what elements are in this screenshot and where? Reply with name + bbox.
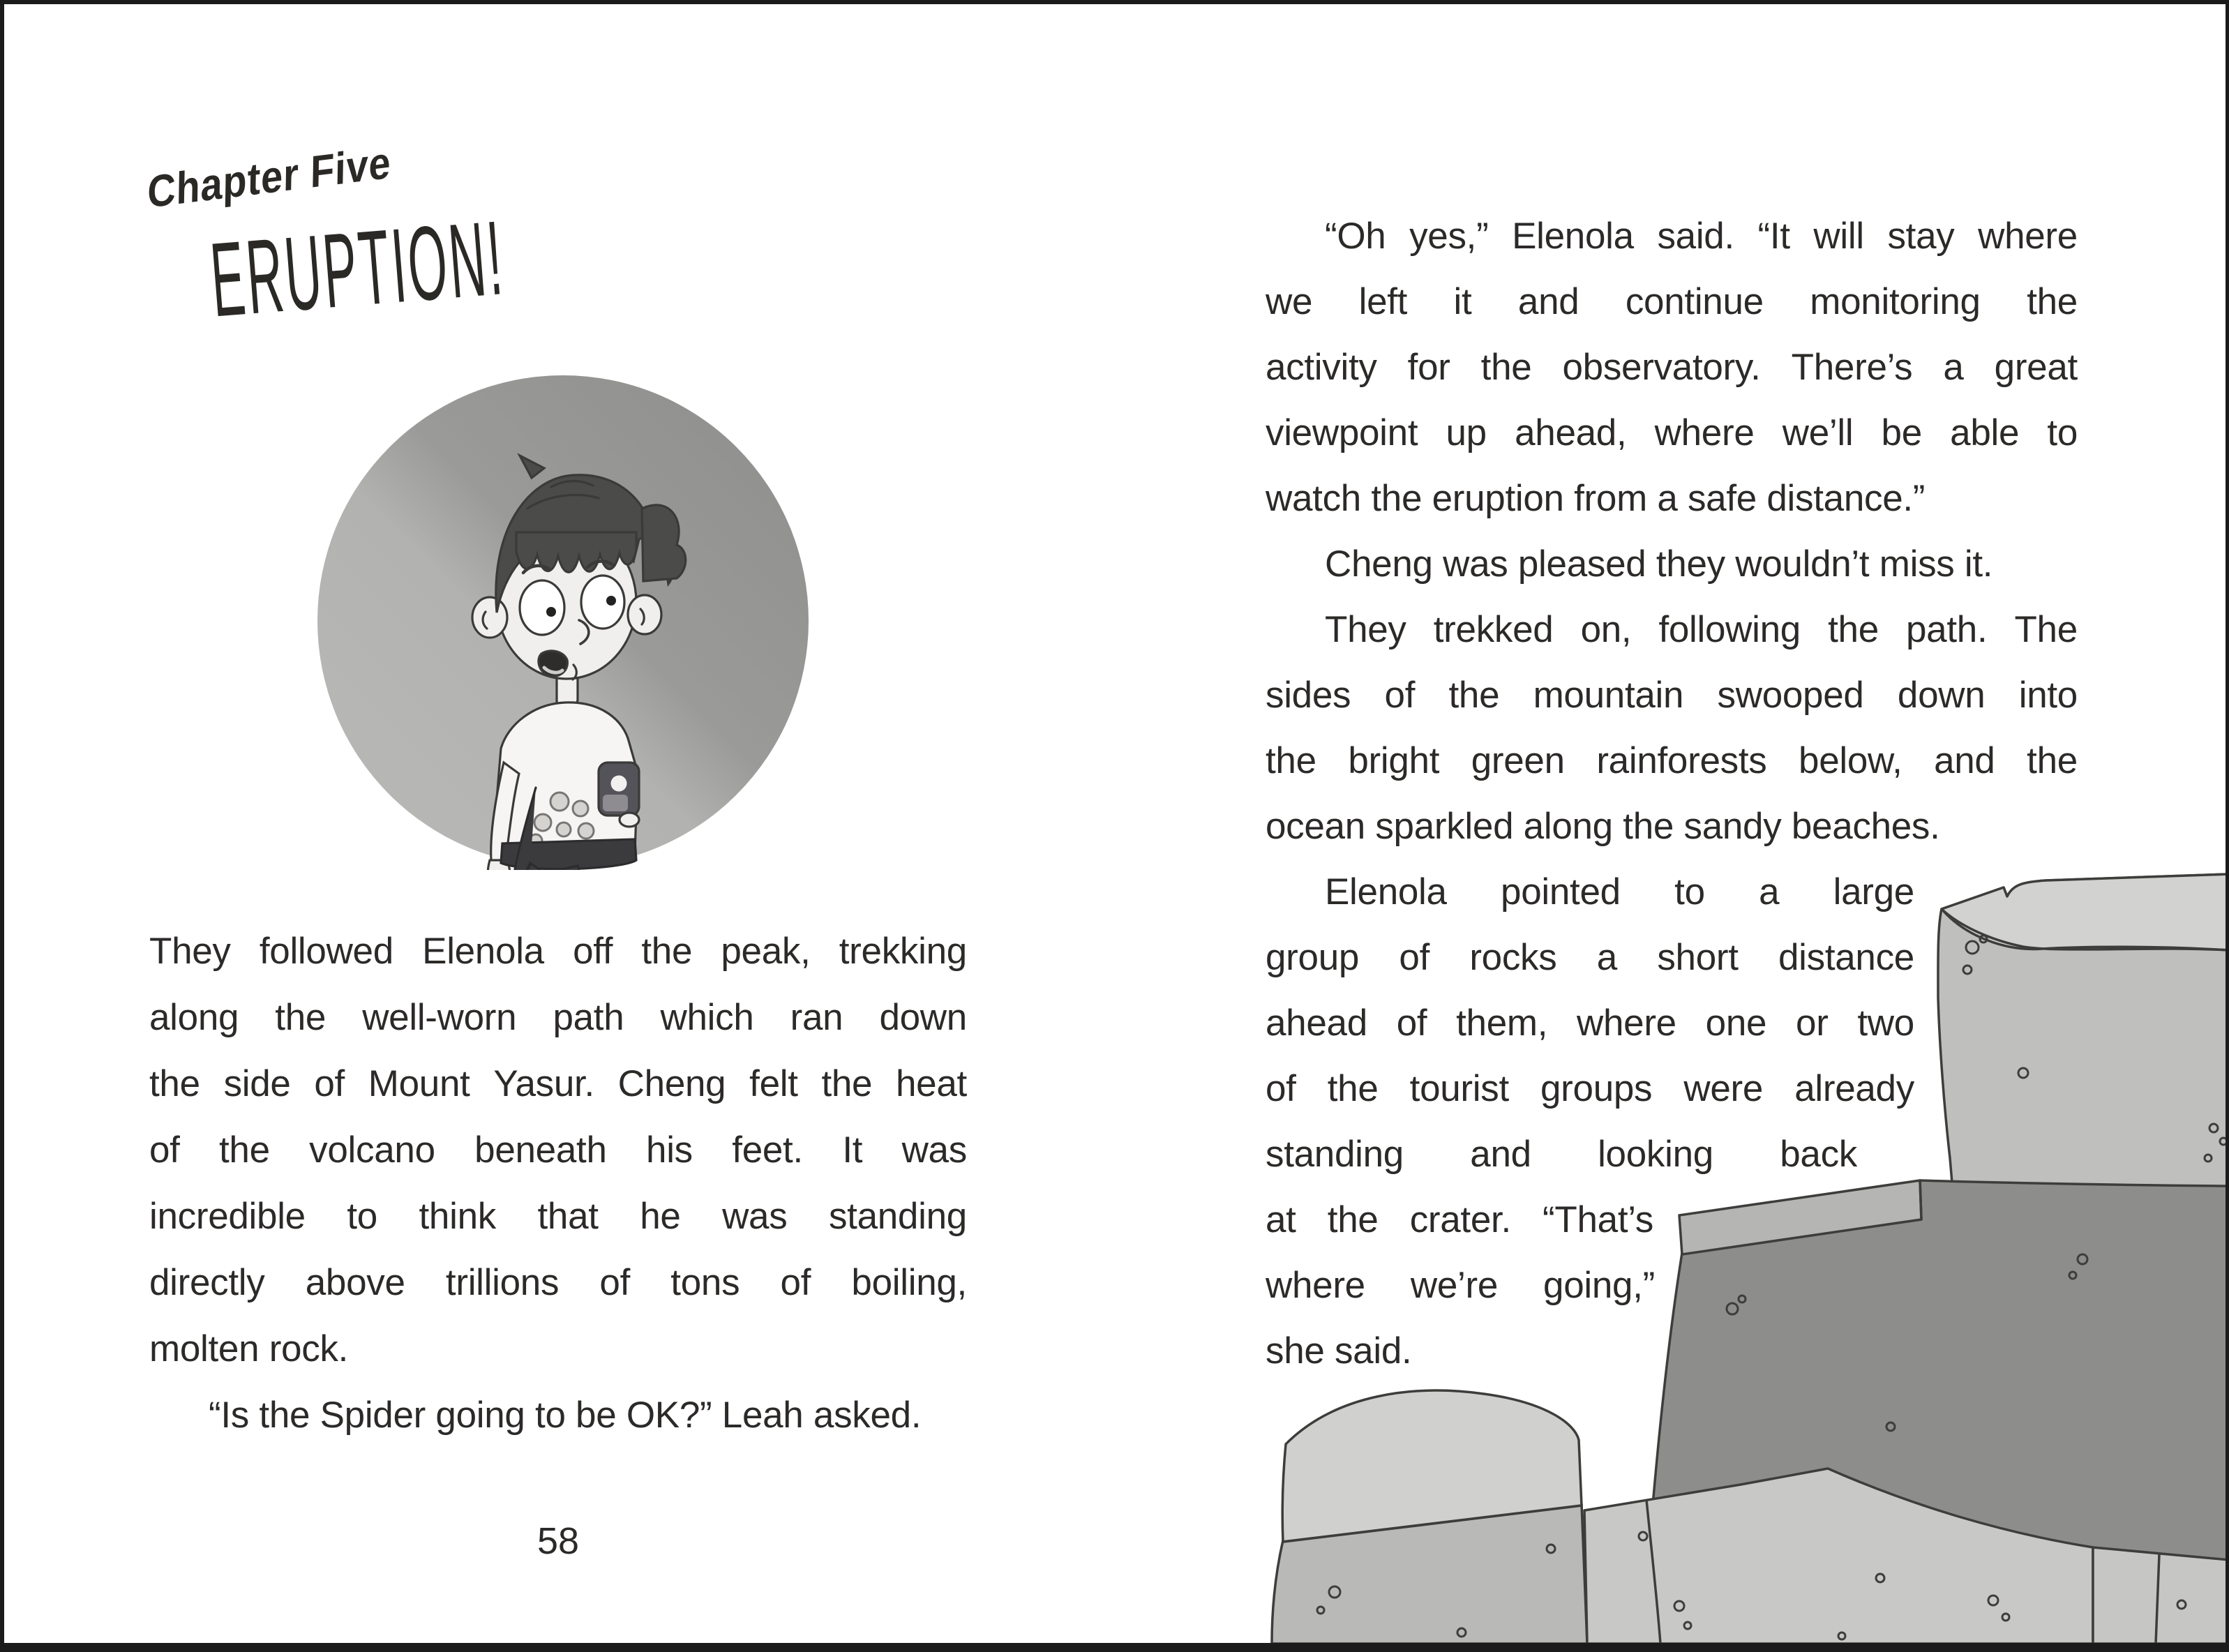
word: Elenola bbox=[422, 931, 544, 972]
word: to bbox=[1674, 871, 1705, 913]
word: short bbox=[1657, 937, 1739, 978]
word: of bbox=[1266, 1068, 1296, 1109]
word: and bbox=[1517, 281, 1579, 322]
word: where bbox=[1654, 412, 1755, 453]
word: yes,” bbox=[1409, 216, 1489, 257]
word: “Oh bbox=[1325, 216, 1386, 257]
word: and bbox=[1934, 740, 1995, 781]
word: following bbox=[1658, 609, 1801, 650]
word: ahead bbox=[1266, 1003, 1367, 1044]
word: crater. bbox=[1409, 1199, 1511, 1240]
word: were bbox=[1683, 1068, 1764, 1109]
text-line bbox=[149, 1117, 967, 1183]
word: trekked bbox=[1433, 609, 1554, 650]
word: be bbox=[1881, 412, 1922, 453]
word: already bbox=[1794, 1068, 1914, 1109]
word: his bbox=[646, 1129, 693, 1171]
frame-border-top bbox=[0, 0, 2229, 4]
word: great bbox=[1994, 347, 2078, 388]
word: tons bbox=[670, 1262, 740, 1303]
word: felt bbox=[749, 1063, 798, 1104]
word: activity bbox=[1266, 347, 1377, 388]
word: was bbox=[722, 1196, 788, 1237]
word: feet. bbox=[732, 1129, 803, 1171]
word: he bbox=[640, 1196, 681, 1237]
word: said. bbox=[1657, 216, 1734, 257]
rock-tall-light bbox=[1938, 874, 2226, 1207]
word: trekking bbox=[839, 931, 967, 972]
word: the bbox=[1480, 347, 1532, 388]
word: the bbox=[219, 1129, 270, 1171]
word: of bbox=[149, 1129, 180, 1171]
text-line bbox=[1266, 204, 2078, 269]
word: pointed bbox=[1501, 871, 1621, 913]
left-page-text bbox=[149, 918, 967, 1448]
text-line: “Is the Spider going to be OK?” Leah asked. bbox=[209, 1395, 922, 1436]
word: the bbox=[275, 997, 327, 1038]
word: Elenola bbox=[1325, 871, 1447, 913]
word: below, bbox=[1799, 740, 1902, 781]
word: observatory. bbox=[1562, 347, 1761, 388]
word: of bbox=[1399, 937, 1429, 978]
frame-border-right bbox=[2226, 0, 2229, 1652]
word: off bbox=[573, 931, 613, 972]
text-line: Cheng was pleased they wouldn’t miss it. bbox=[1325, 543, 1993, 585]
word: distance bbox=[1778, 937, 1914, 978]
word: at bbox=[1266, 1199, 1296, 1240]
page-number: 58 bbox=[536, 1520, 580, 1562]
word: the bbox=[1448, 675, 1500, 716]
word: for bbox=[1407, 347, 1450, 388]
word: of bbox=[780, 1262, 811, 1303]
word: of bbox=[599, 1262, 631, 1303]
frame-border-bottom bbox=[0, 1643, 2229, 1652]
word: group bbox=[1266, 937, 1360, 978]
word: Mount bbox=[368, 1063, 470, 1104]
word: the bbox=[2027, 740, 2078, 781]
word: continue bbox=[1625, 281, 1764, 322]
word: two bbox=[1857, 1003, 1914, 1044]
word: “That’s bbox=[1543, 1199, 1653, 1240]
chapter-title: ERUPTION! bbox=[207, 199, 509, 340]
boy-circle-illustration bbox=[314, 372, 812, 870]
word: where bbox=[1978, 216, 2078, 257]
word: we bbox=[1266, 281, 1313, 322]
word: on, bbox=[1580, 609, 1632, 650]
word: think bbox=[419, 1196, 496, 1237]
word: They bbox=[149, 931, 231, 972]
word: groups bbox=[1540, 1068, 1653, 1109]
word: monitoring bbox=[1810, 281, 1981, 322]
word: we’re bbox=[1410, 1265, 1499, 1306]
word: of bbox=[1384, 675, 1416, 716]
word: directly bbox=[149, 1262, 265, 1303]
word: followed bbox=[259, 931, 393, 972]
word: to bbox=[347, 1196, 377, 1237]
word: swooped bbox=[1717, 675, 1864, 716]
word: which bbox=[660, 997, 754, 1038]
word: incredible bbox=[149, 1196, 306, 1237]
word: “It bbox=[1757, 216, 1790, 257]
text-line bbox=[149, 918, 967, 984]
word: path. bbox=[1905, 609, 1988, 650]
word: mountain bbox=[1533, 675, 1684, 716]
text-line: watch the eruption from a safe distance.” bbox=[1266, 478, 1926, 519]
word: where bbox=[1577, 1003, 1676, 1044]
word: back bbox=[1780, 1134, 1857, 1175]
word: green bbox=[1471, 740, 1565, 781]
word: able bbox=[1950, 412, 2020, 453]
word: There’s bbox=[1791, 347, 1913, 388]
word: boiling, bbox=[851, 1262, 967, 1303]
word: sides bbox=[1266, 675, 1351, 716]
word: well-worn bbox=[362, 997, 517, 1038]
word: the bbox=[1266, 740, 1316, 781]
word: it bbox=[1453, 281, 1472, 322]
word: standing bbox=[1266, 1134, 1404, 1175]
word: and bbox=[1470, 1134, 1531, 1175]
word: standing bbox=[828, 1196, 967, 1237]
word: a bbox=[1596, 937, 1617, 978]
word: They bbox=[1325, 609, 1406, 650]
word: stay bbox=[1887, 216, 1955, 257]
word: along bbox=[149, 997, 239, 1038]
word: side bbox=[223, 1063, 291, 1104]
word: The bbox=[2014, 609, 2078, 650]
word: left bbox=[1358, 281, 1408, 322]
word: into bbox=[2018, 675, 2078, 716]
rock-bottom-left bbox=[1272, 1390, 1587, 1644]
word: large bbox=[1833, 871, 1914, 913]
word: up bbox=[1446, 412, 1487, 453]
text-line bbox=[149, 984, 967, 1051]
word: the bbox=[641, 931, 693, 972]
word: the bbox=[821, 1063, 873, 1104]
word: the bbox=[1828, 609, 1879, 650]
frame-border-left bbox=[0, 0, 4, 1652]
text-line bbox=[149, 1051, 967, 1117]
word: heat bbox=[896, 1063, 967, 1104]
word: peak, bbox=[721, 931, 811, 972]
text-line: molten rock. bbox=[149, 1328, 349, 1369]
word: the bbox=[1327, 1199, 1379, 1240]
boy-ear-left bbox=[472, 597, 507, 638]
word: rainforests bbox=[1596, 740, 1767, 781]
text-line bbox=[149, 1183, 967, 1249]
word: bright bbox=[1348, 740, 1440, 781]
word: down bbox=[879, 997, 967, 1038]
word: going,” bbox=[1543, 1265, 1655, 1306]
word: trillions bbox=[445, 1262, 560, 1303]
word: beneath bbox=[474, 1129, 607, 1171]
word: of bbox=[1396, 1003, 1427, 1044]
text-line bbox=[1266, 335, 2078, 400]
word: one bbox=[1705, 1003, 1767, 1044]
word: Elenola bbox=[1512, 216, 1634, 257]
word: down bbox=[1897, 675, 1986, 716]
word: Cheng bbox=[617, 1063, 726, 1104]
word: or bbox=[1796, 1003, 1829, 1044]
word: a bbox=[1943, 347, 1964, 388]
word: we’ll bbox=[1782, 412, 1854, 453]
text-line bbox=[1266, 269, 2078, 335]
text-line: she said. bbox=[1266, 1330, 1412, 1372]
word: them, bbox=[1456, 1003, 1548, 1044]
chapter-label: Chapter Five bbox=[147, 137, 392, 218]
rock-bottom-right bbox=[2093, 1547, 2226, 1644]
text-line: ocean sparkled along the sandy beaches. bbox=[1266, 806, 1940, 847]
word: rocks bbox=[1469, 937, 1557, 978]
word: path bbox=[553, 997, 624, 1038]
word: was bbox=[901, 1129, 967, 1171]
word: that bbox=[537, 1196, 599, 1237]
word: where bbox=[1266, 1265, 1365, 1306]
word: viewpoint bbox=[1266, 412, 1418, 453]
word: of bbox=[314, 1063, 345, 1104]
word: looking bbox=[1598, 1134, 1713, 1175]
word: to bbox=[2047, 412, 2078, 453]
word: ahead, bbox=[1515, 412, 1627, 453]
word: It bbox=[842, 1129, 863, 1171]
word: tourist bbox=[1409, 1068, 1509, 1109]
word: volcano bbox=[309, 1129, 435, 1171]
word: the bbox=[1327, 1068, 1379, 1109]
word: the bbox=[2027, 281, 2078, 322]
word: a bbox=[1759, 871, 1780, 913]
word: ran bbox=[790, 997, 843, 1038]
text-line bbox=[149, 1249, 967, 1316]
word: the bbox=[149, 1063, 200, 1104]
word: above bbox=[305, 1262, 405, 1303]
word: Yasur. bbox=[493, 1063, 594, 1104]
word: will bbox=[1813, 216, 1864, 257]
rocks-illustration bbox=[1252, 419, 2226, 1644]
